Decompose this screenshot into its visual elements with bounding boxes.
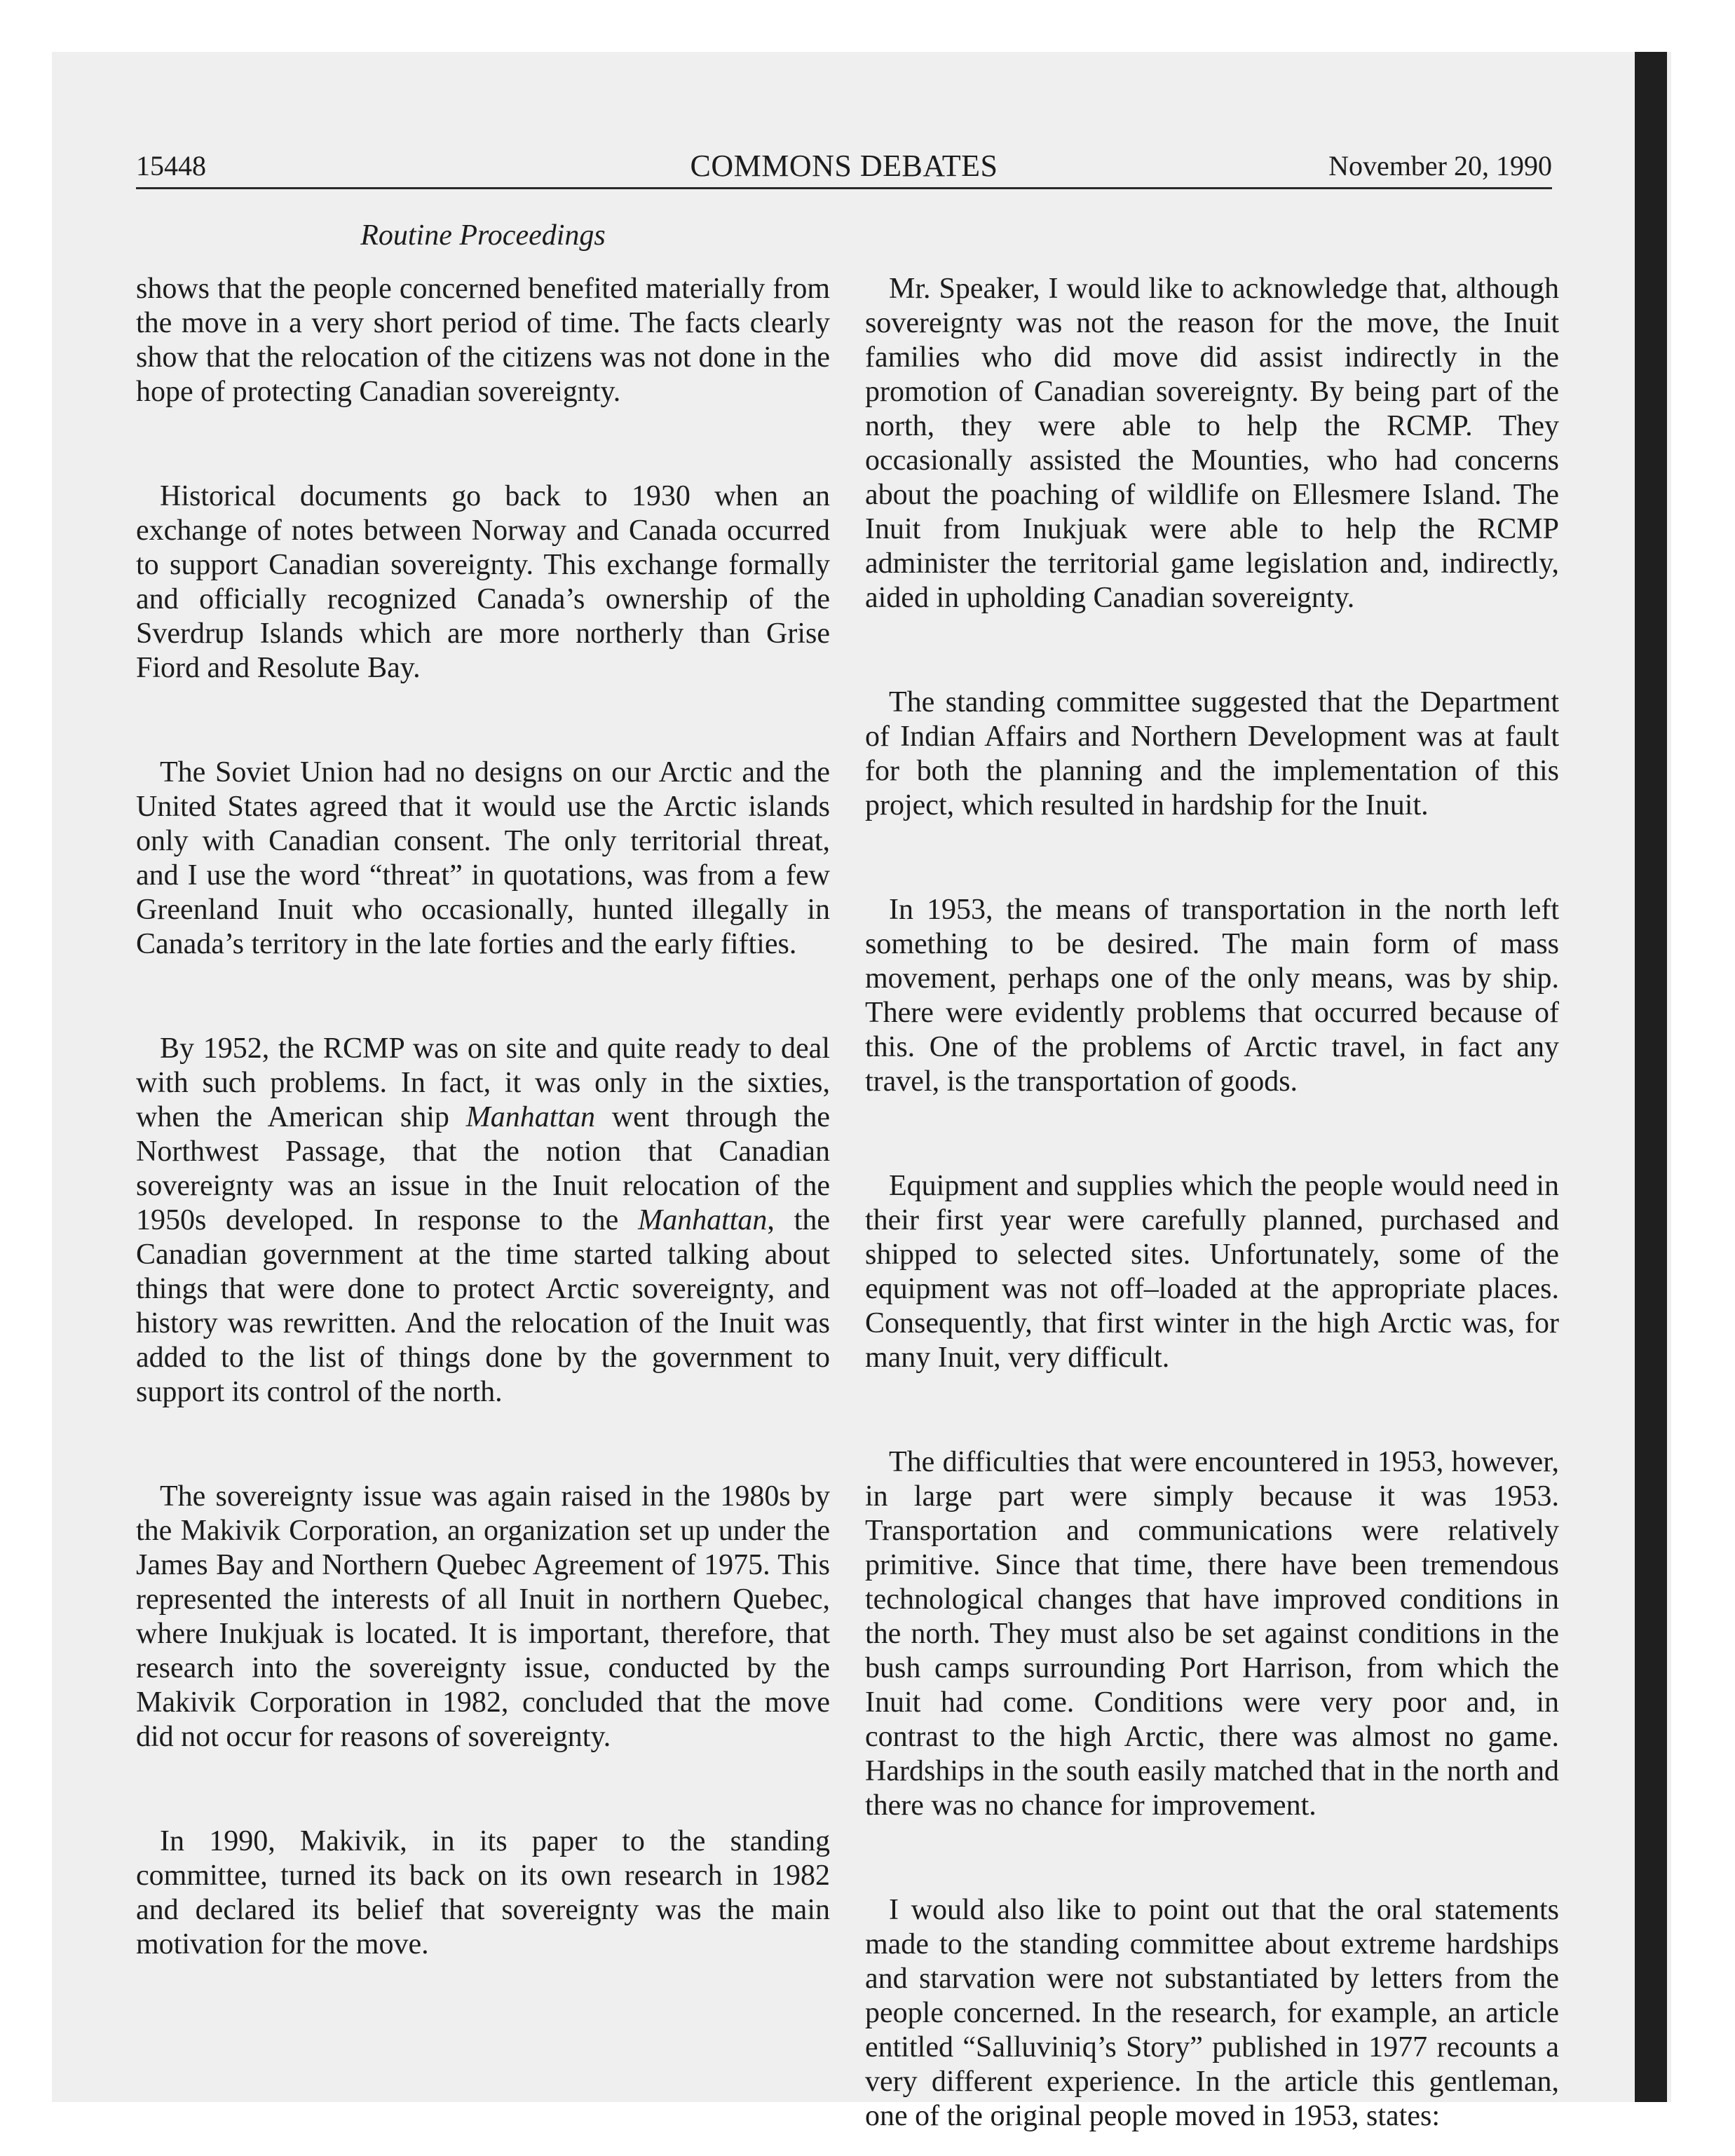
paragraph: The standing committee suggested that the Department of Indian Affairs and Northern Development was at fault for both the planning and the implementation of this project, which resulted in hardship for the Inuit. <box>865 686 1559 821</box>
paragraph: In 1990, Makivik, in its paper to the standing committee, turned its back on its own research in 1982 and declared its belief that sovereignty was the main motivation for the move. <box>136 1825 830 1960</box>
scan-edge-bar <box>1635 52 1667 2102</box>
right-column <box>865 272 1559 2134</box>
page-number: 15448 <box>136 150 206 182</box>
left-column <box>136 272 830 1962</box>
section-label: Routine Proceedings <box>360 219 606 252</box>
paragraph: I would also like to point out that the oral statements made to the standing committee about extreme hardships and starvation were not substantiated by letters from the people concerned. In the research, for example, an article entitled “Salluviniq’s Story” published in 1977 recounts a very different experience. In the article this gentleman, one of the original people moved in 1953, states: <box>865 1894 1559 2132</box>
running-header <box>136 144 1552 189</box>
paragraph: The Soviet Union had no designs on our Arctic and the United States agreed that it would use the Arctic islands only with Canadian consent. The only territorial threat, and I use the word “threat” in quotations, was from a few Greenland Inuit who occasionally, hunted illegally in Canada’s territory in the late forties and the early fifties. <box>136 756 830 960</box>
issue-date: November 20, 1990 <box>1328 150 1552 182</box>
paragraph: The difficulties that were encountered in 1953, however, in large part were simply because it was 1953. Transportation and communications were relatively primitive. Since that time, there have been tremendous technological changes that have improved conditions in the north. They must also be set against conditions in the bush camps surrounding Port Harrison, from which the Inuit had come. Conditions were very poor and, in contrast to the high Arctic, there was almost no game. Hardships in the south easily matched that in the north and there was no chance for improvement. <box>865 1446 1559 1822</box>
paragraph: By 1952, the RCMP was on site and quite ready to deal with such problems. In fact, it was only in the sixties, when the American ship Manhattan went through the Northwest Passage, that the notion that Canadian sovereignty was an issue in the Inuit relocation of the 1950s developed. In response to the Manhattan, the Canadian government at the time started talking about things that were done to protect Arctic sovereignty, and history was rewritten. And the relocation of the Inuit was added to the list of things done by the government to support its control of the north. <box>136 1032 831 1408</box>
paragraph: In 1953, the means of transportation in the north left something to be desired. The main form of mass movement, perhaps one of the only means, was by ship. There were evidently problems that occurred because of this. One of the problems of Arctic travel, in fact any travel, is the transportation of goods. <box>865 894 1559 1098</box>
paragraph: Mr. Speaker, I would like to acknowledge that, although sovereignty was not the reason for the move, the Inuit families who did move did assist indirectly in the promotion of Canadian sovereignty. By being part of the north, they were able to help the RCMP. They occasionally assisted the Mounties, who had concerns about the poaching of wildlife on Ellesmere Island. The Inuit from Inukjuak were able to help the RCMP administer the territorial game legislation and, indirectly, aided in upholding Canadian sovereignty. <box>865 273 1559 614</box>
paragraph: Equipment and supplies which the people would need in their first year were carefully planned, purchased and shipped to selected sites. Unfortunately, some of the equipment was not off–loaded at the appropriate places. Consequently, that first winter in the high Arctic was, for many Inuit, very difficult. <box>865 1170 1559 1374</box>
paragraph: shows that the people concerned benefited materially from the move in a very short period of time. The facts clearly show that the relocation of the citizens was not done in the hope of protecting Canadian sovereignty. <box>136 273 830 408</box>
journal-title: COMMONS DEBATES <box>690 149 998 183</box>
paragraph: Historical documents go back to 1930 when an exchange of notes between Norway and Canada occurred to support Canadian sovereignty. This exchange formally and officially recognized Canada’s ownership of the Sverdrup Islands which are more northerly than Grise Fiord and Resolute Bay. <box>136 480 830 684</box>
paragraph: The sovereignty issue was again raised in the 1980s by the Makivik Corporation, an organization set up under the James Bay and Northern Quebec Agreement of 1975. This represented the interests of all Inuit in northern Quebec, where Inukjuak is located. It is important, therefore, that research into the sovereignty issue, conducted by the Makivik Corporation in 1982, concluded that the move did not occur for reasons of sovereignty. <box>136 1480 830 1753</box>
